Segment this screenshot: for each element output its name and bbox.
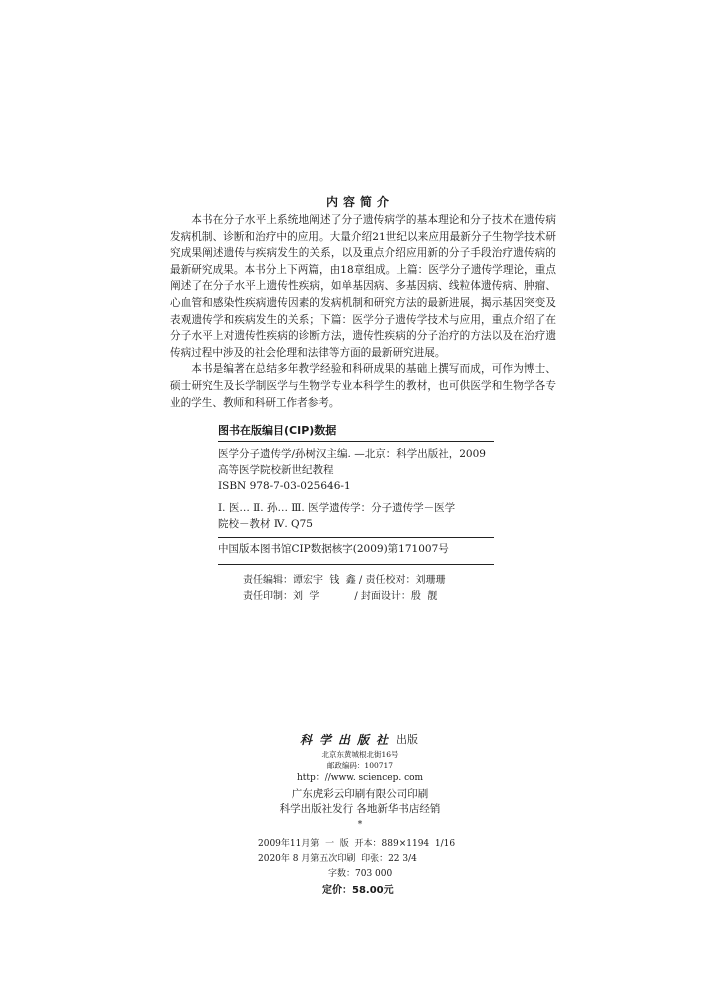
publisher-website: http：//www. sciencep. com xyxy=(296,773,424,783)
price: 定价：58.00元 xyxy=(322,885,394,896)
summary-paragraph: 本书是编著在总结多年教学经验和科研成果的基础上撰写而成，可作为博士、硕士研究生及长学制医学与生物学专业本科学生的教材，也可供医学和生物学各专业的学生、教师和科研工作者参考。 xyxy=(170,363,556,409)
printer-line: 广东虎彩云印刷有限公司印刷 xyxy=(291,788,429,800)
separator-asterisk: * xyxy=(357,820,363,830)
edition-line: 2020年 8 月第五次印刷 印张：22 3/4 xyxy=(258,854,417,864)
cip-line-subjects: Ⅰ. 医… Ⅱ. 孙… Ⅲ. 医学遗传学：分子遗传学－医学 xyxy=(218,502,456,514)
divider xyxy=(218,537,494,538)
cip-line-series: 高等医学院校新世纪教程 xyxy=(218,464,334,476)
cip-line-subjects-cont: 院校－教材 Ⅳ. Q75 xyxy=(218,518,313,530)
staff-credits-line: 责任印制：刘 学 / 封面设计：殷 靓 xyxy=(243,591,438,602)
publisher-address: 北京东黄城根北街16号 xyxy=(321,750,399,759)
cip-heading: 图书在版编目(CIP)数据 xyxy=(218,424,337,437)
word-count: 字数：703 000 xyxy=(328,869,393,879)
divider xyxy=(218,564,494,565)
summary-body xyxy=(170,212,556,411)
publisher-logo: 科学出版社 xyxy=(300,733,396,747)
divider xyxy=(218,441,494,442)
summary-paragraph: 本书在分子水平上系统地阐述了分子遗传病学的基本理论和分子技术在遗传病发病机制、诊断和治疗中的应用。大量介绍21世纪以来应用最新分子生物学技术研究成果阐述遗传与疾病发生的关系，以及重点介绍应用新的分子手段治疗遗传病的最新研究成果。本书分上下两篇，由18章组成。上篇：医学分子遗传学理论，重点阐述了在分子水平上遗传性疾病，如单基因病、多基因病、线粒体遗传病、肿瘤、心血管和感染性疾病遗传因素的发病机制和研究方法的最新进展，揭示基因突变及表观遗传学和疾病发生的关系；下篇：医学分子遗传学技术与应用，重点介绍了在分子水平上对遗传性疾病的诊断方法，遗传性疾病的分子治疗的方法以及在治疗遗传病过程中涉及的社会伦理和法律等方面的最新研究进展。 xyxy=(170,214,556,359)
summary-title: 内容简介 xyxy=(325,195,394,209)
cip-line-record-number: 中国版本图书馆CIP数据核字(2009)第171007号 xyxy=(218,543,449,555)
publisher-postcode: 邮政编码：100717 xyxy=(326,761,394,770)
staff-credits-line: 责任编辑：谭宏宇 钱 鑫 / 责任校对：刘珊珊 xyxy=(243,575,446,586)
edition-line: 2009年11月第 一 版 开本：889×1194 1/16 xyxy=(258,839,456,849)
publisher-suffix: 出版 xyxy=(396,733,418,746)
cip-line-title: 医学分子遗传学/孙树汉主编. —北京：科学出版社，2009 xyxy=(218,448,486,460)
distributor-line: 科学出版社发行 各地新华书店经销 xyxy=(279,803,441,815)
cip-line-isbn: ISBN 978-7-03-025646-1 xyxy=(218,480,351,492)
